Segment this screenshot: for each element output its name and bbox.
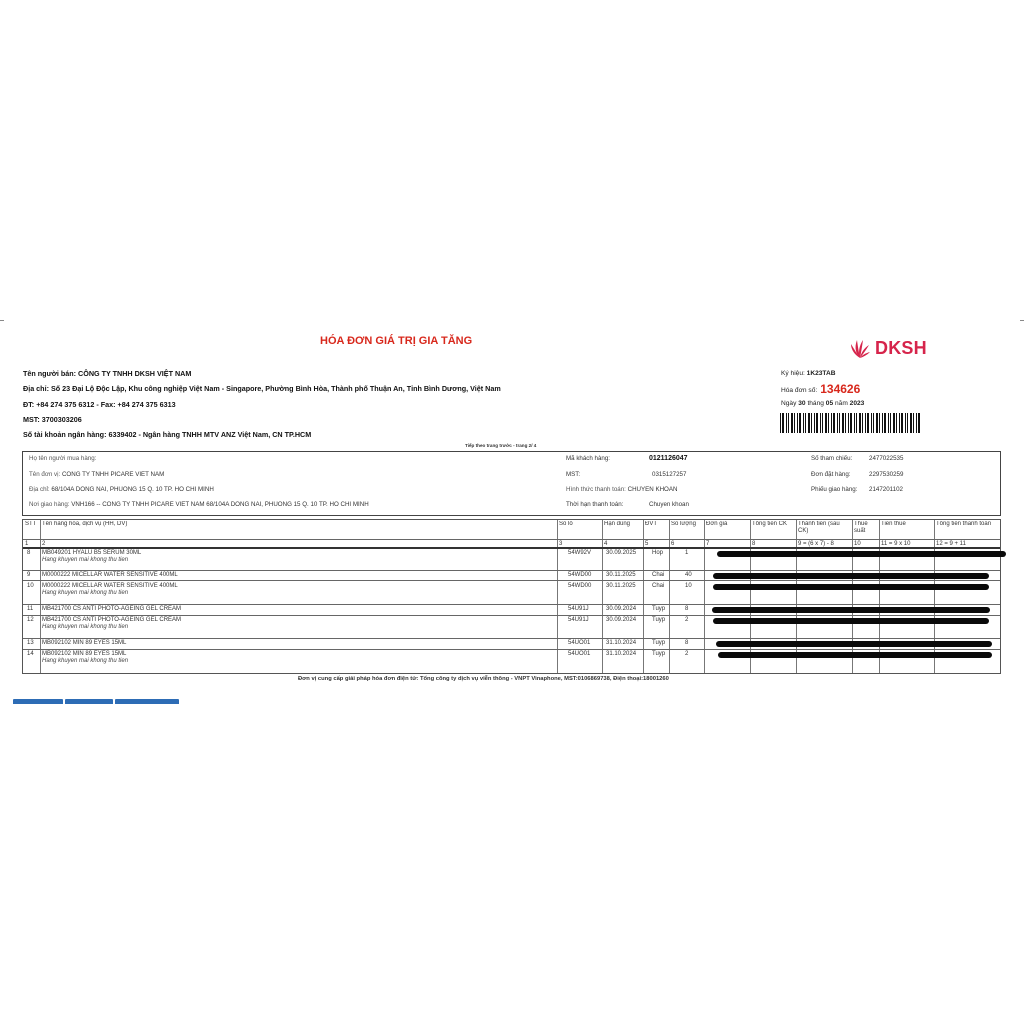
- column-divider: [879, 520, 880, 673]
- row-number: 9: [27, 572, 31, 578]
- column-header: Thuế suất: [854, 521, 868, 534]
- item-name: MB421700 CS ANTI PHOTO-AGEING GEL CREAM Hang khuyen mai khong thu tien: [42, 617, 182, 630]
- year-label: năm: [834, 400, 848, 407]
- buyer-delivery: Nơi giao hàng: VNH166 -- CONG TY TNHH PICARE VIET NAM 68/104A DONG NAI, PHUONG 15 Q. 10 TP. HO CHI MINH: [29, 501, 369, 508]
- barcode-bar: [799, 413, 801, 433]
- row-number: 14: [27, 651, 34, 657]
- invoice-year: 2023: [849, 400, 865, 407]
- item-note: Hang khuyen mai khong thu tien: [42, 589, 129, 596]
- redaction-bar: [713, 573, 989, 579]
- unit: Tuyp: [652, 651, 666, 657]
- barcode-bar: [882, 413, 883, 433]
- order-label: Đơn đặt hàng:: [811, 471, 851, 478]
- barcode-bar: [842, 413, 844, 433]
- invoice-title: HÓA ĐƠN GIÁ TRỊ GIA TĂNG: [320, 335, 473, 347]
- barcode: [780, 413, 922, 433]
- seller-tax-label: MST:: [23, 414, 40, 424]
- seller-name-label: Tên người bán:: [23, 369, 77, 378]
- month-label: tháng: [807, 400, 824, 407]
- barcode-bar: [918, 413, 920, 433]
- invoice-number: 134626: [820, 382, 861, 396]
- barcode-bar: [782, 413, 784, 433]
- barcode-bar: [910, 413, 912, 433]
- column-index: 6: [671, 541, 675, 547]
- expiry-date: 30.11.2025: [606, 572, 636, 578]
- barcode-bar: [879, 413, 880, 433]
- day-label: Ngày: [781, 400, 797, 407]
- column-index: 10: [854, 541, 861, 547]
- seller-tax: 3700303206: [41, 414, 82, 424]
- seller-phone-label: ĐT:: [23, 399, 35, 409]
- unit: Chai: [652, 572, 665, 578]
- column-index: 11 = 9 x 10: [881, 541, 911, 547]
- toolbar: [13, 699, 179, 704]
- barcode-bar: [839, 413, 840, 433]
- barcode-bar: [833, 413, 835, 433]
- invoice-month: 05: [825, 400, 834, 407]
- redaction-bar: [712, 607, 990, 613]
- column-divider: [934, 520, 935, 673]
- barcode-bar: [916, 413, 917, 433]
- column-divider: [557, 520, 558, 673]
- redaction-bar: [713, 584, 989, 590]
- column-divider: [852, 520, 853, 673]
- barcode-bar: [805, 413, 806, 433]
- row-number: 10: [27, 583, 34, 589]
- buyer-mst: 0315127257: [652, 471, 687, 478]
- quantity: 2: [685, 617, 689, 623]
- column-divider: [750, 520, 751, 673]
- logo-wordmark: DKSH: [875, 337, 927, 358]
- barcode-bar: [905, 413, 906, 433]
- seller-bank: 6339402 - Ngân hàng TNHH MTV ANZ Việt Nam, CN TP.HCM: [108, 430, 312, 440]
- item-name: M0000222 MICELLAR WATER SENSITIVE 400ML Hang khuyen mai khong thu tien: [42, 583, 178, 596]
- payment-method: Hình thức thanh toán: CHUYEN KHOAN: [566, 486, 678, 493]
- column-divider: [643, 520, 644, 673]
- row-number: 11: [27, 606, 34, 612]
- redaction-bar: [716, 641, 992, 647]
- invoice-symbol: 1K23TAB: [806, 370, 836, 377]
- barcode-bar: [780, 413, 781, 433]
- column-header: Số lô: [559, 521, 573, 527]
- seller-name: CÔNG TY TNHH DKSH VIỆT NAM: [78, 369, 192, 378]
- invoice-number-label: Hóa đơn số:: [781, 387, 818, 394]
- column-divider: [796, 520, 797, 673]
- row-divider: [23, 570, 1000, 571]
- unit: Tuyp: [652, 606, 666, 612]
- barcode-bar: [890, 413, 891, 433]
- column-index: 3: [559, 541, 563, 547]
- column-index: 1: [25, 541, 29, 547]
- column-divider: [602, 520, 603, 673]
- lot-number: 54U91J: [568, 606, 589, 612]
- unit: Hop: [652, 550, 664, 556]
- item-name: MB092102 MIN 89 EYES 15ML Hang khuyen mai khong thu tien: [42, 651, 129, 664]
- column-index: 5: [645, 541, 649, 547]
- column-header: STT: [25, 521, 37, 527]
- header-divider: [23, 539, 1000, 540]
- item-note: Hang khuyen mai khong thu tien: [42, 623, 129, 630]
- customer-code-label: Mã khách hàng:: [566, 455, 611, 462]
- barcode-bar: [913, 413, 914, 433]
- column-index: 2: [42, 541, 46, 547]
- redaction-bar: [713, 618, 989, 624]
- barcode-bar: [788, 413, 789, 433]
- row-divider: [23, 615, 1000, 616]
- row-number: 8: [27, 550, 31, 556]
- column-index: 4: [604, 541, 608, 547]
- unit: Chai: [652, 583, 665, 589]
- lot-number: 54UO01: [568, 640, 591, 646]
- quantity: 40: [685, 572, 692, 578]
- expiry-date: 31.10.2024: [606, 651, 637, 657]
- barcode-bar: [794, 413, 795, 433]
- quantity: 8: [685, 640, 689, 646]
- unit: Tuyp: [652, 617, 666, 623]
- payment-term: Chuyen khoan: [649, 501, 689, 508]
- barcode-bar: [811, 413, 812, 433]
- barcode-bar: [828, 413, 829, 433]
- expiry-date: 30.11.2025: [606, 583, 636, 589]
- seller-address: Số 23 Đại Lộ Độc Lập, Khu công nghiệp Việt Nam - Singapore, Phường Bình Hòa, Thành phố Thuận An, Tỉnh Bình Dương, Việt Nam: [50, 384, 501, 394]
- seller-bank-label: Số tài khoản ngân hàng:: [23, 430, 107, 440]
- row-divider: [23, 638, 1000, 639]
- column-header: Tiền thuế: [881, 521, 906, 527]
- barcode-bar: [893, 413, 895, 433]
- row-divider: [23, 649, 1000, 650]
- invoice-meta: [781, 368, 864, 410]
- item-name: MB092102 MIN 89 EYES 15ML: [42, 640, 127, 646]
- column-header: Đơn giá: [706, 521, 728, 527]
- barcode-bar: [876, 413, 878, 433]
- seller-phone: +84 274 375 6312 - Fax: +84 274 375 6313: [36, 399, 176, 409]
- column-index: 12 = 9 + 11: [936, 541, 966, 547]
- order-number: 2297530259: [869, 471, 904, 478]
- lot-number: 54U91J: [568, 617, 589, 623]
- barcode-bar: [888, 413, 889, 433]
- index-row-divider: [23, 547, 1000, 549]
- invoice-day: 30: [798, 400, 806, 407]
- barcode-bar: [791, 413, 793, 433]
- item-name: MB421700 CS ANTI PHOTO-AGEING GEL CREAM: [42, 606, 182, 612]
- continued-from-previous-page: Tiếp theo trang trước - trang 2/ 4: [465, 443, 537, 448]
- column-header: Tổng tiền CK: [752, 521, 788, 527]
- quantity: 1: [685, 550, 689, 556]
- delivery-slip-label: Phiếu giao hàng:: [811, 486, 858, 493]
- barcode-bar: [859, 413, 861, 433]
- page-edge-mark: [1020, 320, 1024, 321]
- quantity: 2: [685, 651, 689, 657]
- barcode-bar: [816, 413, 818, 433]
- barcode-bar: [848, 413, 849, 433]
- redaction-bar: [718, 652, 992, 658]
- barcode-bar: [825, 413, 827, 433]
- buyer-info-box: [22, 451, 1001, 516]
- column-header: Số lượng: [671, 521, 696, 527]
- row-number: 12: [27, 617, 34, 623]
- einvoice-provider-note: Đơn vị cung cấp giải pháp hóa đơn điện tử: Tổng công ty dịch vụ viễn thông - VNPT Vinaphone, MST:0106869738, Điện thoại:18001260: [298, 676, 669, 682]
- symbol-label: Ký hiệu:: [781, 370, 805, 377]
- item-note: Hang khuyen mai khong thu tien: [42, 657, 129, 664]
- barcode-bar: [786, 413, 787, 433]
- column-index: 7: [706, 541, 710, 547]
- items-table: [22, 519, 1001, 674]
- barcode-bar: [856, 413, 857, 433]
- expiry-date: 30.09.2025: [606, 550, 637, 556]
- delivery-slip-number: 2147201102: [869, 486, 903, 493]
- customer-code: 0121126047: [649, 455, 688, 462]
- dksh-logo-icon: [848, 336, 872, 360]
- reference-number: 2477022535: [869, 455, 904, 462]
- barcode-bar: [873, 413, 874, 433]
- toolbar-button[interactable]: [65, 699, 113, 704]
- redaction-bar: [717, 551, 1006, 557]
- quantity: 8: [685, 606, 689, 612]
- row-divider: [23, 604, 1000, 605]
- column-header: Thành tiền (sau CK): [798, 521, 840, 534]
- barcode-bar: [797, 413, 798, 433]
- column-divider: [40, 520, 41, 673]
- barcode-bar: [837, 413, 838, 433]
- barcode-bar: [871, 413, 872, 433]
- column-header: Tên hàng hóa, dịch vụ (HH, DV): [42, 521, 128, 527]
- barcode-bar: [901, 413, 903, 433]
- column-index: 9 = (6 x 7) - 8: [798, 541, 834, 547]
- barcode-bar: [845, 413, 846, 433]
- barcode-bar: [831, 413, 832, 433]
- barcode-bar: [862, 413, 863, 433]
- column-header: Tổng tiền thanh toán: [936, 521, 992, 527]
- page-edge-mark: [0, 320, 4, 321]
- column-index: 8: [752, 541, 756, 547]
- barcode-bar: [803, 413, 804, 433]
- barcode-bar: [822, 413, 823, 433]
- item-note: Hang khuyen mai khong thu tien: [42, 556, 129, 563]
- lot-number: 54UO01: [568, 651, 591, 657]
- item-name: MB049201 HYALU B5 SERUM 30ML Hang khuyen mai khong thu tien: [42, 550, 142, 563]
- toolbar-button[interactable]: [115, 699, 179, 704]
- seller-info: [23, 366, 501, 442]
- expiry-date: 30.09.2024: [606, 606, 637, 612]
- barcode-bar: [896, 413, 897, 433]
- payment-term-label: Thời hạn thanh toán:: [566, 501, 624, 508]
- expiry-date: 31.10.2024: [606, 640, 637, 646]
- lot-number: 54WD00: [568, 583, 592, 589]
- quantity: 10: [685, 583, 692, 589]
- company-logo: [848, 336, 927, 360]
- row-divider: [23, 580, 1000, 581]
- barcode-bar: [820, 413, 821, 433]
- barcode-bar: [884, 413, 886, 433]
- column-divider: [669, 520, 670, 673]
- barcode-bar: [899, 413, 900, 433]
- reference-label: Số tham chiếu:: [811, 455, 853, 462]
- barcode-bar: [814, 413, 815, 433]
- buyer-mst-label: MST:: [566, 471, 581, 478]
- unit: Tuyp: [652, 640, 666, 646]
- lot-number: 54W92V: [568, 550, 592, 556]
- toolbar-button[interactable]: [13, 699, 63, 704]
- barcode-bar: [867, 413, 869, 433]
- column-header: ĐVT: [645, 521, 657, 527]
- barcode-bar: [854, 413, 855, 433]
- column-header: Hạn dùng: [604, 521, 631, 527]
- lot-number: 54WD00: [568, 572, 592, 578]
- seller-address-label: Địa chỉ:: [23, 384, 49, 394]
- expiry-date: 30.09.2024: [606, 617, 637, 623]
- row-number: 13: [27, 640, 34, 646]
- barcode-bar: [907, 413, 908, 433]
- item-name: M0000222 MICELLAR WATER SENSITIVE 400ML: [42, 572, 178, 578]
- barcode-bar: [865, 413, 866, 433]
- column-divider: [704, 520, 705, 673]
- buyer-address: Địa chỉ: 68/104A DONG NAI, PHUONG 15 Q. 10 TP. HO CHI MINH: [29, 486, 214, 493]
- buyer-person: Họ tên người mua hàng:: [29, 455, 97, 462]
- barcode-bar: [808, 413, 810, 433]
- barcode-bar: [850, 413, 852, 433]
- buyer-unit: Tên đơn vị: CONG TY TNHH PICARE VIET NAM: [29, 471, 165, 478]
